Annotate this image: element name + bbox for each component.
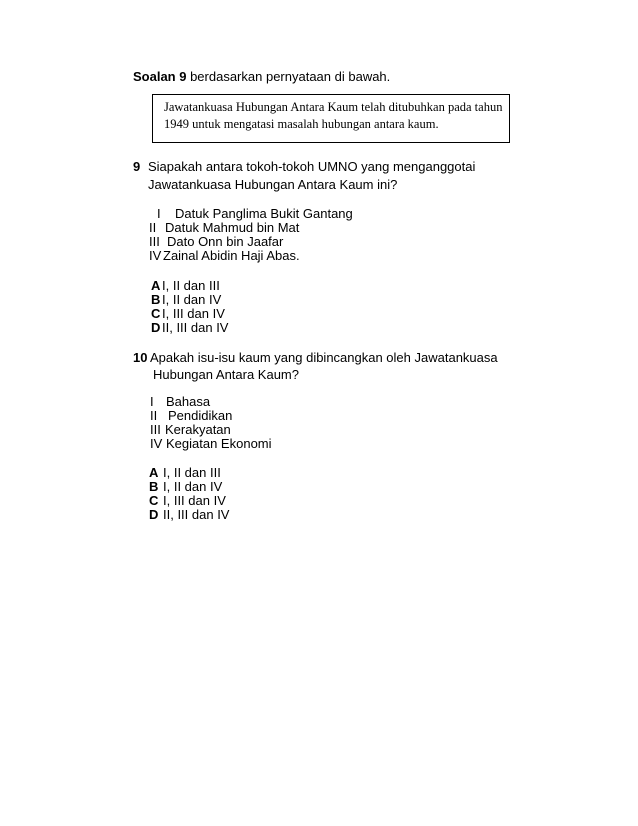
option-letter: D bbox=[151, 320, 161, 335]
question-text-line-1: Siapakah antara tokoh-tokoh UMNO yang menganggotai bbox=[148, 159, 476, 174]
option-text: I, II dan IV bbox=[163, 479, 223, 494]
option-letter: D bbox=[149, 507, 159, 522]
question-text-line-1: Apakah isu-isu kaum yang dibincangkan oleh Jawatankuasa bbox=[150, 350, 498, 365]
item-text: Datuk Panglima Bukit Gantang bbox=[175, 206, 353, 221]
item-text: Kegiatan Ekonomi bbox=[166, 436, 272, 451]
intro-text bbox=[133, 69, 390, 84]
question-text-line-2: Hubungan Antara Kaum? bbox=[153, 367, 299, 382]
question-text-line-2: Jawatankuasa Hubungan Antara Kaum ini? bbox=[148, 177, 398, 192]
option-text: II, III dan IV bbox=[162, 320, 229, 335]
option-text: I, II dan IV bbox=[162, 292, 222, 307]
item-numeral: III bbox=[149, 234, 160, 249]
question-number: 10 bbox=[133, 350, 148, 365]
item-numeral: IV bbox=[150, 436, 163, 451]
item-numeral: IV bbox=[149, 248, 162, 263]
option-letter: B bbox=[149, 479, 159, 494]
option-text: I, III dan IV bbox=[162, 306, 225, 321]
option-text: II, III dan IV bbox=[163, 507, 230, 522]
option-text: I, II dan III bbox=[163, 465, 221, 480]
item-numeral: II bbox=[150, 408, 158, 423]
item-text: Dato Onn bin Jaafar bbox=[167, 234, 284, 249]
item-numeral: III bbox=[150, 422, 161, 437]
option-letter: A bbox=[149, 465, 159, 480]
option-letter: B bbox=[151, 292, 161, 307]
option-text: I, II dan III bbox=[162, 278, 220, 293]
item-numeral: I bbox=[157, 206, 161, 221]
statement-line-1: Jawatankuasa Hubungan Antara Kaum telah ditubuhkan pada tahun bbox=[164, 100, 503, 114]
item-text: Zainal Abidin Haji Abas. bbox=[163, 248, 300, 263]
item-text: Kerakyatan bbox=[165, 422, 231, 437]
item-numeral: II bbox=[149, 220, 157, 235]
statement-box bbox=[152, 94, 510, 143]
statement-line-2: 1949 untuk mengatasi masalah hubungan antara kaum. bbox=[164, 117, 439, 131]
intro-rest: berdasarkan pernyataan di bawah. bbox=[186, 69, 391, 84]
item-numeral: I bbox=[150, 394, 154, 409]
option-letter: C bbox=[151, 306, 161, 321]
question-number: 9 bbox=[133, 159, 141, 174]
item-text: Pendidikan bbox=[168, 408, 233, 423]
option-text: I, III dan IV bbox=[163, 493, 226, 508]
item-text: Bahasa bbox=[166, 394, 211, 409]
option-letter: A bbox=[151, 278, 161, 293]
intro-label: Soalan 9 bbox=[133, 69, 187, 84]
item-text: Datuk Mahmud bin Mat bbox=[165, 220, 300, 235]
option-letter: C bbox=[149, 493, 159, 508]
